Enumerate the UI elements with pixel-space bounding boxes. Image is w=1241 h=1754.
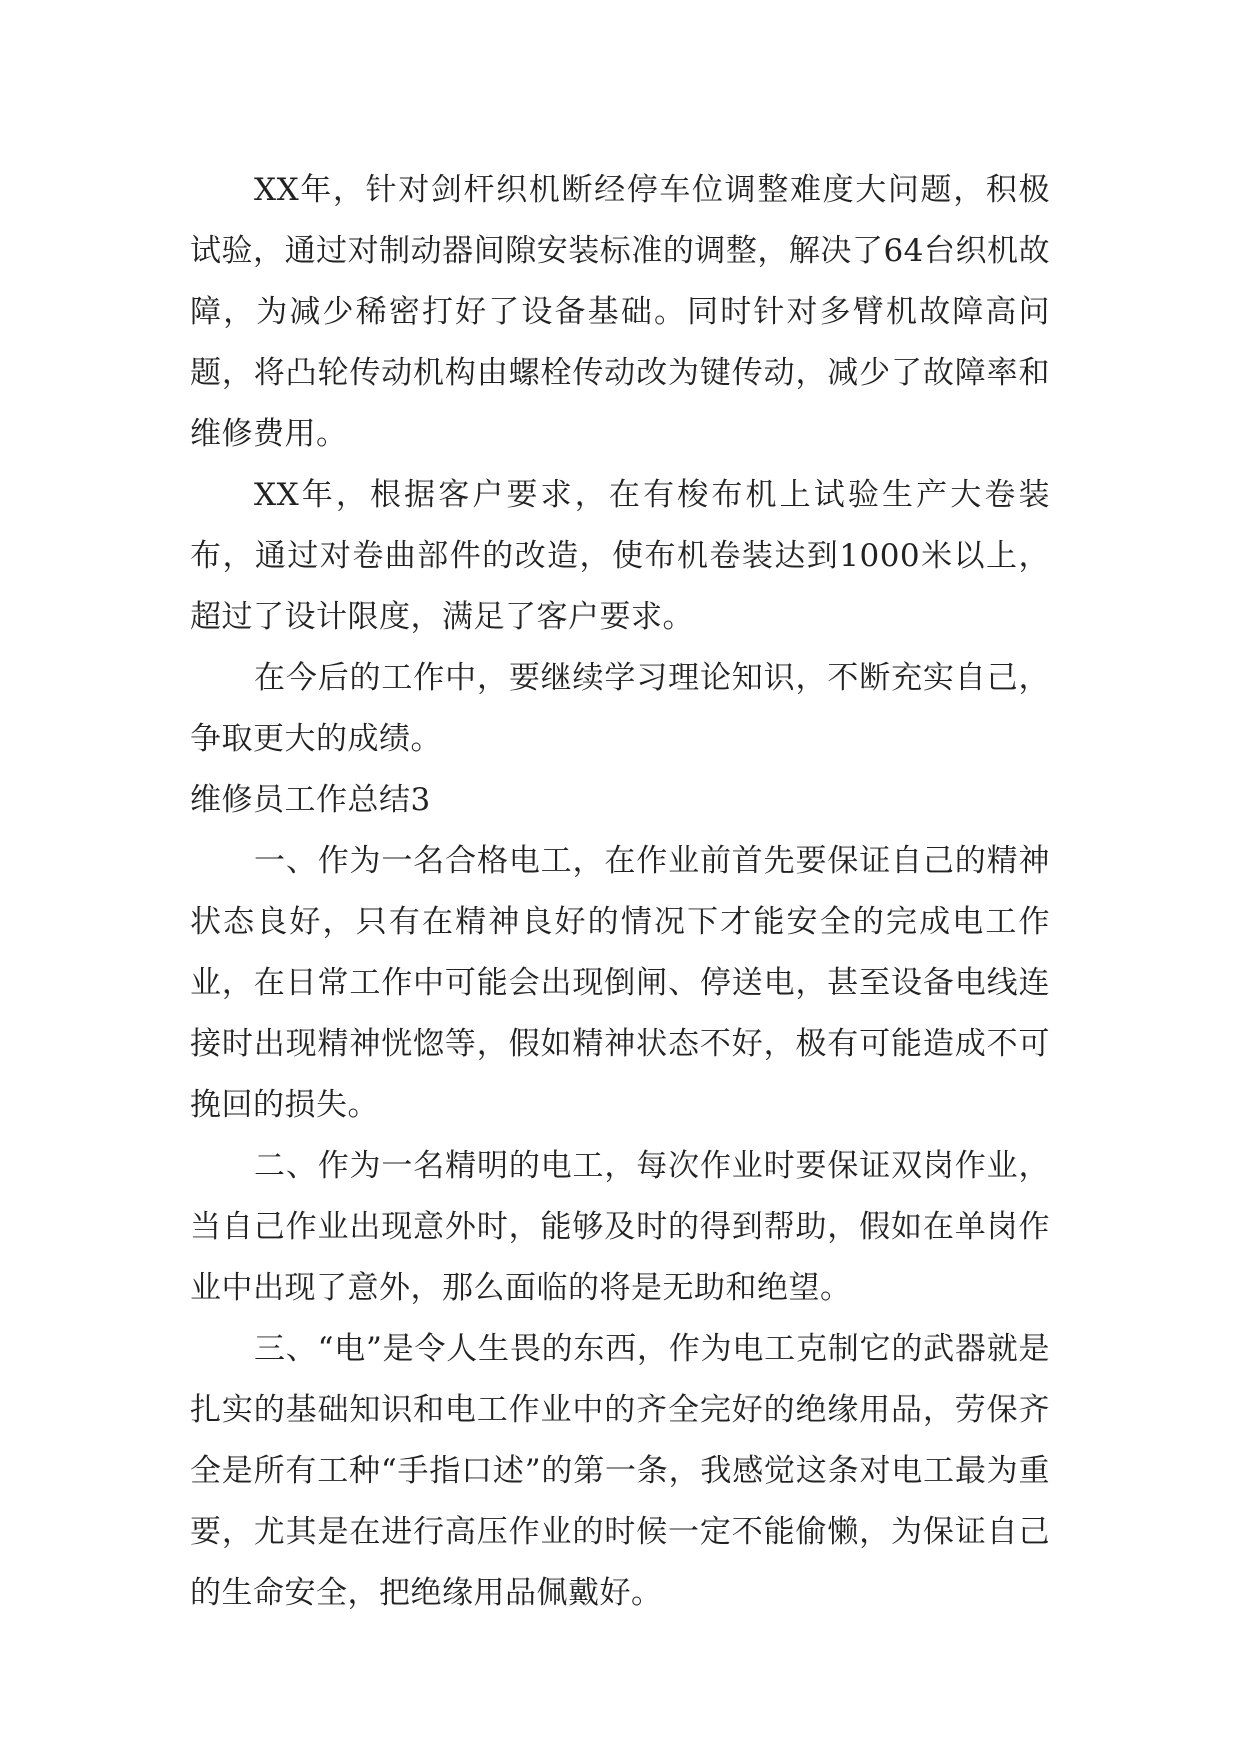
paragraph-large-roll: XX年，根据客户要求，在有梭布机上试验生产大卷装布，通过对卷曲部件的改造，使布机卷装达到1000米以上，超过了设计限度，满足了客户要求。 (190, 477, 1050, 635)
paragraph-point-one: 一、作为一名合格电工，在作业前首先要保证自己的精神状态良好，只有在精神良好的情况下才能安全的完成电工作业，在日常工作中可能会出现倒闸、停送电，甚至设备电线连接时出现精神恍惚等，假如精神状态不好，极有可能造成不可挽回的损失。 (190, 843, 1050, 1123)
paragraph-loom-adjustment: XX年，针对剑杆织机断经停车位调整难度大问题，积极试验，通过对制动器间隙安装标准的调整，解决了64台织机故障，为减少稀密打好了设备基础。同时针对多臂机故障高问题，将凸轮传动机构由螺栓传动改为键传动，减少了故障率和维修费用。 (190, 172, 1050, 452)
paragraph-future-work: 在今后的工作中，要继续学习理论知识，不断充实自己，争取更大的成绩。 (190, 660, 1050, 757)
section-title: 维修员工作总结3 (190, 782, 431, 818)
document-body (190, 160, 1050, 1624)
paragraph-point-two: 二、作为一名精明的电工，每次作业时要保证双岗作业，当自己作业出现意外时，能够及时的得到帮助，假如在单岗作业中出现了意外，那么面临的将是无助和绝望。 (190, 1148, 1050, 1306)
paragraph-point-three: 三、“电”是令人生畏的东西，作为电工克制它的武器就是扎实的基础知识和电工作业中的齐全完好的绝缘用品，劳保齐全是所有工种“手指口述”的第一条，我感觉这条对电工最为重要，尤其是在进行高压作业的时候一定不能偷懒，为保证自己的生命安全，把绝缘用品佩戴好。 (190, 1331, 1050, 1611)
